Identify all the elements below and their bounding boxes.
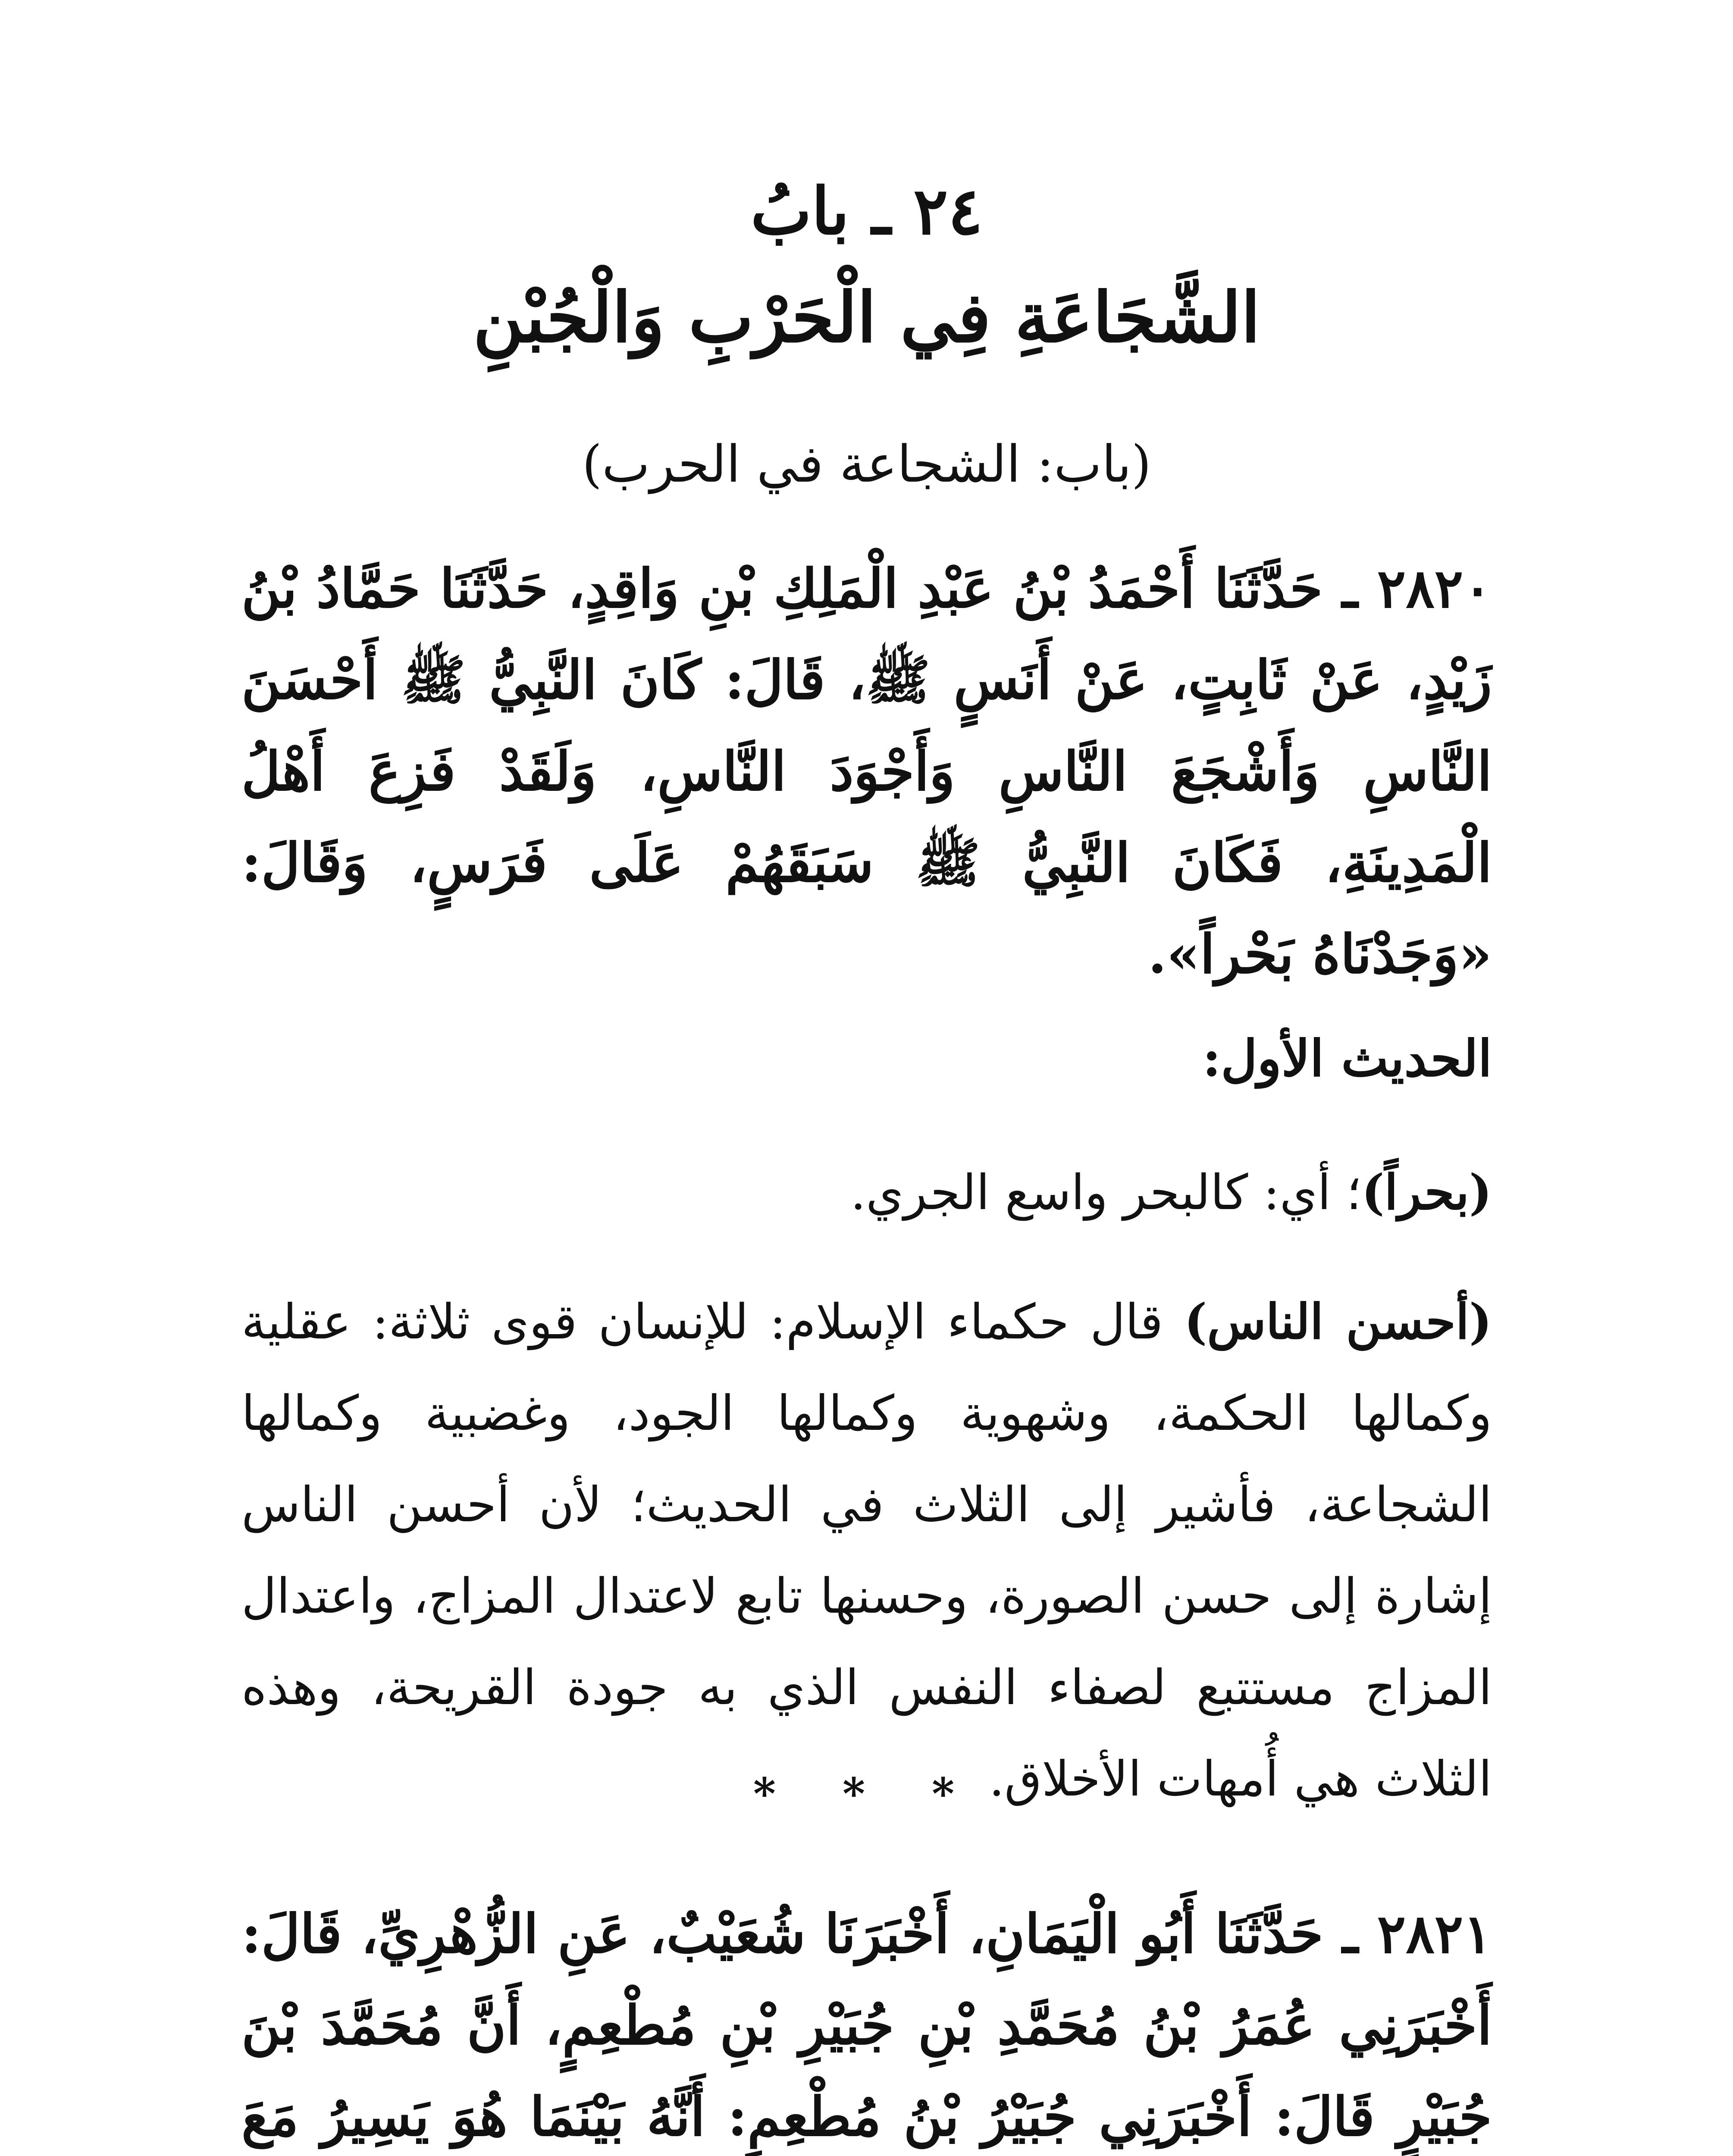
commentary-text: ؛ أي: كالبحر واسع الجري. (850, 1165, 1362, 1221)
commentary-term: (بحراً) (1361, 1164, 1492, 1221)
hadith-2821: ٢٨٢١ ـ حَدَّثَنَا أَبُو الْيَمَانِ، أَخْبَرَنَا شُعَيْبٌ، عَنِ الزُّهْرِيِّ، قَالَ: أَخْبَرَنِي عُمَرُ بْنُ مُحَمَّدِ بْنِ جُبَيْرِ بْنِ مُطْعِمٍ، أَنَّ مُحَمَّدَ بْنَ جُبَيْرٍ قَالَ: أَخْبَرَنِي جُبَيْرُ بْنُ مُطْعِمٍ: أَنَّهُ بَيْنَمَا هُوَ يَسِيرُ مَعَ (241, 1903, 1492, 2148)
commentary-paragraph-2 (241, 1276, 1492, 1825)
commentary-term: (أحسن الناس) (1184, 1294, 1492, 1350)
commentary-paragraph-1 (241, 1147, 1492, 1238)
hadith-2820: ٢٨٢٠ ـ حَدَّثَنَا أَحْمَدُ بْنُ عَبْدِ الْمَلِكِ بْنِ وَاقِدٍ، حَدَّثَنَا حَمَّادُ بْنُ زَيْدٍ، عَنْ ثَابِتٍ، عَنْ أَنَسٍ ﷺ، قَالَ: كَانَ النَّبِيُّ ﷺ أَحْسَنَ النَّاسِ وَأَشْجَعَ النَّاسِ وَأَجْوَدَ النَّاسِ، وَلَقَدْ فَزِعَ أَهْلُ الْمَدِينَةِ، فَكَانَ النَّبِيُّ ﷺ سَبَقَهُمْ عَلَى فَرَسٍ، وَقَالَ: «وَجَدْنَاهُ بَحْراً». (241, 558, 1492, 986)
chapter-title: الشَّجَاعَةِ فِي الْحَرْبِ وَالْجُبْنِ (473, 277, 1260, 358)
commentary-text: قال حكماء الإسلام: للإنسان قوى ثلاثة: عقلية وكمالها الحكمة، وشهوية وكمالها الجود، وغضبية وكمالها الشجاعة، فأشير إلى الثلاث في الحديث؛ لأن أحسن الناس إشارة إلى حسن الصورة، وحسنها تابع لاعتدال المزاج، واعتدال المزاج مستتبع لصفاء النفس الذي به جودة القريحة، وهذه الثلاث هي أُمهات الأخلاق. (241, 1294, 1492, 1807)
chapter-number: ٢٤ ـ بابُ (750, 173, 983, 249)
commentary-heading: الحديث الأول: (1202, 1029, 1492, 1088)
section-separator: * * * (753, 1768, 981, 1819)
section-heading: (باب: الشجاعة في الحرب) (582, 434, 1151, 494)
